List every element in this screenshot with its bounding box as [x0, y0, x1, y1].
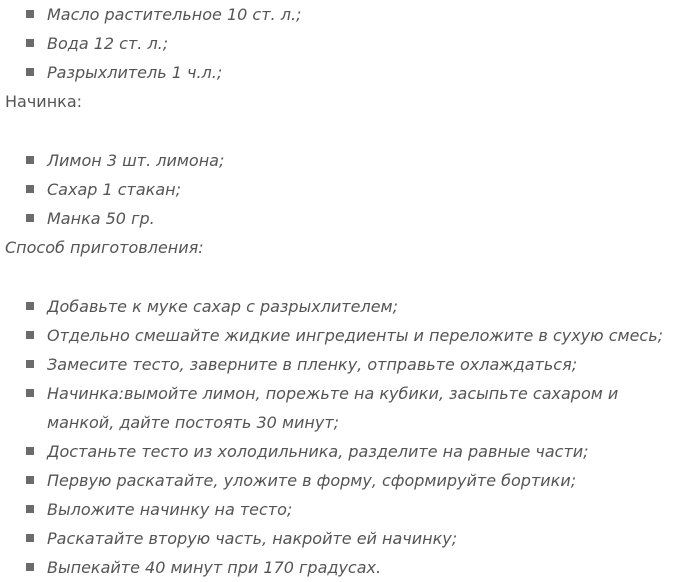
list-item [0, 0, 690, 29]
method-heading: Способ приготовления: [5, 238, 204, 257]
list-item [0, 553, 690, 582]
list-item-text: Достаньте тесто из холодильника, разделите на равные части; [47, 442, 589, 461]
list-item [0, 146, 690, 175]
square-bullet-icon [26, 505, 34, 513]
square-bullet-icon [26, 476, 34, 484]
list-item [0, 524, 690, 553]
square-bullet-icon [26, 68, 34, 76]
list-item [0, 350, 690, 379]
list-item-text: Лимон 3 шт. лимона; [47, 151, 225, 170]
list-item [0, 495, 690, 524]
list-item [0, 29, 690, 58]
square-bullet-icon [26, 302, 34, 310]
square-bullet-icon [26, 447, 34, 455]
method-steps-list [0, 292, 690, 582]
list-item [0, 175, 690, 204]
square-bullet-icon [26, 156, 34, 164]
list-item [0, 437, 690, 466]
square-bullet-icon [26, 10, 34, 18]
square-bullet-icon [26, 185, 34, 193]
filling-heading: Начинка: [5, 92, 83, 111]
square-bullet-icon [26, 563, 34, 571]
list-item-text: Начинка:вымойте лимон, порежьте на кубики, засыпьте сахаром и манкой, дайте постоять 30 минут; [47, 384, 619, 432]
spacer [0, 116, 690, 146]
list-item-text: Замесите тесто, заверните в пленку, отправьте охлаждаться; [47, 355, 578, 374]
list-item [0, 321, 690, 350]
list-item-text: Отдельно смешайте жидкие ингредиенты и переложите в сухую смесь; [47, 326, 664, 345]
list-item [0, 466, 690, 495]
square-bullet-icon [26, 534, 34, 542]
square-bullet-icon [26, 389, 34, 397]
list-item [0, 379, 690, 437]
filling-ingredients-list [0, 146, 690, 233]
list-item-text: Добавьте к муке сахар с разрыхлителем; [47, 297, 398, 316]
list-item-text: Раскатайте вторую часть, накройте ей начинку; [47, 529, 458, 548]
list-item-text: Выложите начинку на тесто; [47, 500, 293, 519]
list-item-text: Вода 12 ст. л.; [47, 34, 169, 53]
list-item-text: Разрыхлитель 1 ч.л.; [47, 63, 223, 82]
list-item-text: Манка 50 гр. [47, 209, 155, 228]
list-item-text: Первую раскатайте, уложите в форму, сформируйте бортики; [47, 471, 577, 490]
list-item [0, 292, 690, 321]
square-bullet-icon [26, 331, 34, 339]
square-bullet-icon [26, 39, 34, 47]
dough-ingredients-list [0, 0, 690, 87]
square-bullet-icon [26, 214, 34, 222]
list-item [0, 58, 690, 87]
square-bullet-icon [26, 360, 34, 368]
list-item-text: Сахар 1 стакан; [47, 180, 181, 199]
list-item-text: Выпекайте 40 минут при 170 градусах. [47, 558, 382, 577]
spacer [0, 262, 690, 292]
list-item [0, 204, 690, 233]
list-item-text: Масло растительное 10 ст. л.; [47, 5, 302, 24]
